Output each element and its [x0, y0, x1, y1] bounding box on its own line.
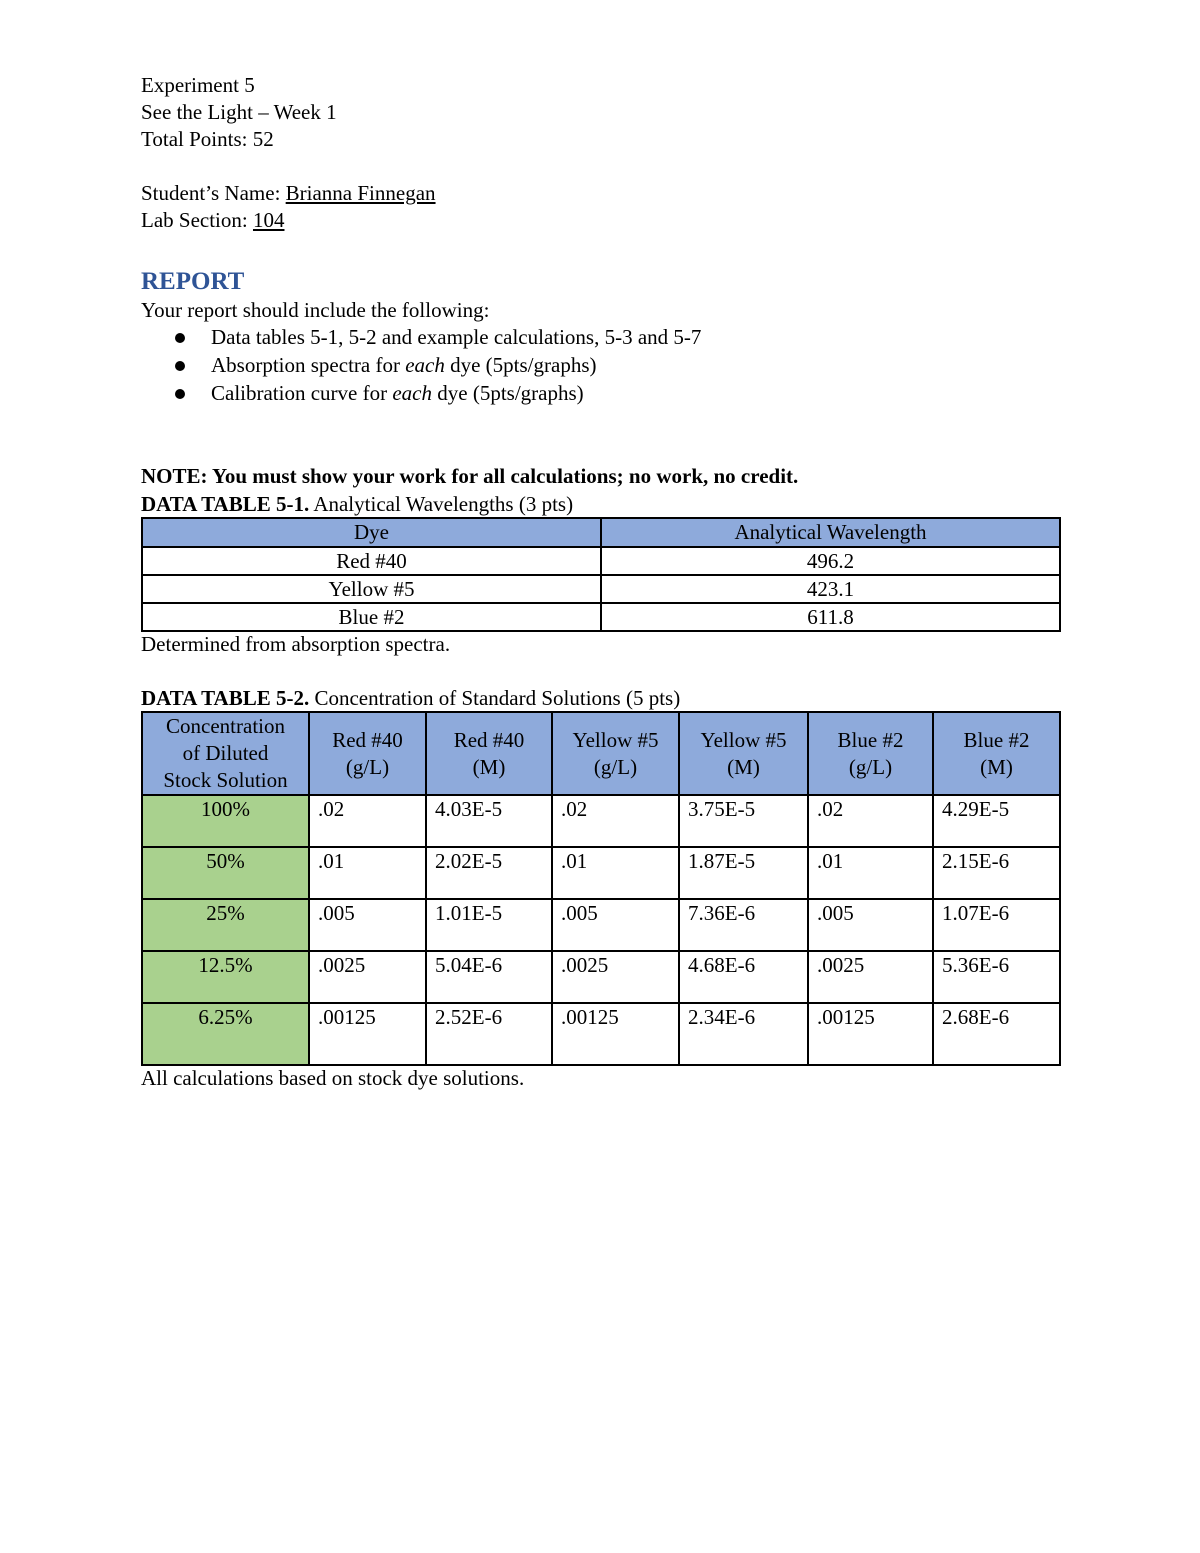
table-cell: .02	[808, 795, 933, 847]
lab-section-value: 104	[252, 208, 285, 232]
table-cell: 12.5%	[142, 951, 309, 1003]
table-cell: 7.36E-6	[679, 899, 808, 951]
table-cell: .005	[309, 899, 426, 951]
column-header: Red #40 (M)	[426, 712, 552, 795]
data-table-5-1	[141, 517, 1061, 632]
table-cell: Red #40	[142, 547, 601, 575]
table-cell: 4.68E-6	[679, 951, 808, 1003]
experiment-subtitle: See the Light – Week 1	[141, 100, 337, 124]
table-cell: .00125	[309, 1003, 426, 1065]
table-header-row	[142, 712, 1060, 795]
table-cell: 5.04E-6	[426, 951, 552, 1003]
table-cell: .0025	[808, 951, 933, 1003]
table-cell: .02	[309, 795, 426, 847]
table-cell: 100%	[142, 795, 309, 847]
report-heading: REPORT	[141, 268, 245, 295]
column-header: Dye	[142, 518, 601, 547]
table-cell: 611.8	[601, 603, 1060, 631]
list-item: Calibration curve for each dye (5pts/graphs)	[141, 379, 701, 407]
table-cell: 2.02E-5	[426, 847, 552, 899]
table-cell: 2.68E-6	[933, 1003, 1060, 1065]
table-cell: 496.2	[601, 547, 1060, 575]
table-cell: .01	[808, 847, 933, 899]
bullet-icon	[175, 361, 185, 371]
student-name-label: Student’s Name:	[141, 181, 286, 205]
table-cell: 2.52E-6	[426, 1003, 552, 1065]
note-text: NOTE: You must show your work for all calculations; no work, no credit.	[141, 464, 799, 488]
column-header: Blue #2 (g/L)	[808, 712, 933, 795]
table1-caption: DATA TABLE 5-1. Analytical Wavelengths (3 pts)	[141, 492, 574, 516]
table1-footnote: Determined from absorption spectra.	[141, 632, 451, 656]
table-cell: 5.36E-6	[933, 951, 1060, 1003]
table-cell: .00125	[808, 1003, 933, 1065]
table2-footnote: All calculations based on stock dye solutions.	[141, 1066, 525, 1090]
table-cell: 6.25%	[142, 1003, 309, 1065]
table-cell: .0025	[309, 951, 426, 1003]
column-header: Analytical Wavelength	[601, 518, 1060, 547]
table-row	[142, 795, 1060, 847]
table-cell: .005	[552, 899, 679, 951]
table-row	[142, 951, 1060, 1003]
data-table-5-2	[141, 711, 1061, 1066]
table-cell: 2.15E-6	[933, 847, 1060, 899]
table-row	[142, 603, 1060, 631]
table-cell: 423.1	[601, 575, 1060, 603]
requirements-list	[141, 323, 701, 407]
table-cell: Yellow #5	[142, 575, 601, 603]
table-cell: 1.87E-5	[679, 847, 808, 899]
column-header: Blue #2 (M)	[933, 712, 1060, 795]
table-cell: 3.75E-5	[679, 795, 808, 847]
table-cell: 50%	[142, 847, 309, 899]
table-cell: .0025	[552, 951, 679, 1003]
report-intro: Your report should include the following:	[141, 298, 490, 322]
bullet-icon	[175, 389, 185, 399]
table-row	[142, 547, 1060, 575]
list-item: Absorption spectra for each dye (5pts/graphs)	[141, 351, 701, 379]
lab-section-line	[141, 207, 284, 234]
table-cell: .00125	[552, 1003, 679, 1065]
table-cell: 1.07E-6	[933, 899, 1060, 951]
table-cell: 1.01E-5	[426, 899, 552, 951]
table-cell: 4.29E-5	[933, 795, 1060, 847]
student-name-value: Brianna Finnegan	[285, 181, 436, 205]
table-cell: 2.34E-6	[679, 1003, 808, 1065]
table-cell: Blue #2	[142, 603, 601, 631]
table-header-row	[142, 518, 1060, 547]
table2-caption: DATA TABLE 5-2. Concentration of Standard Solutions (5 pts)	[141, 686, 681, 710]
column-header: Red #40 (g/L)	[309, 712, 426, 795]
column-header: Yellow #5 (g/L)	[552, 712, 679, 795]
column-header: Concentration of Diluted Stock Solution	[142, 712, 309, 795]
experiment-number: Experiment 5	[141, 73, 255, 97]
total-points: Total Points: 52	[141, 127, 274, 151]
table-row	[142, 1003, 1060, 1065]
table-cell: .01	[309, 847, 426, 899]
table-cell: .005	[808, 899, 933, 951]
bullet-icon	[175, 333, 185, 343]
table-row	[142, 847, 1060, 899]
table-row	[142, 575, 1060, 603]
student-name-line	[141, 180, 436, 207]
table-cell: .02	[552, 795, 679, 847]
table-cell: 25%	[142, 899, 309, 951]
table-cell: .01	[552, 847, 679, 899]
lab-section-label: Lab Section:	[141, 208, 253, 232]
table-cell: 4.03E-5	[426, 795, 552, 847]
table-row	[142, 899, 1060, 951]
column-header: Yellow #5 (M)	[679, 712, 808, 795]
list-item: Data tables 5-1, 5-2 and example calculations, 5-3 and 5-7	[141, 323, 701, 351]
